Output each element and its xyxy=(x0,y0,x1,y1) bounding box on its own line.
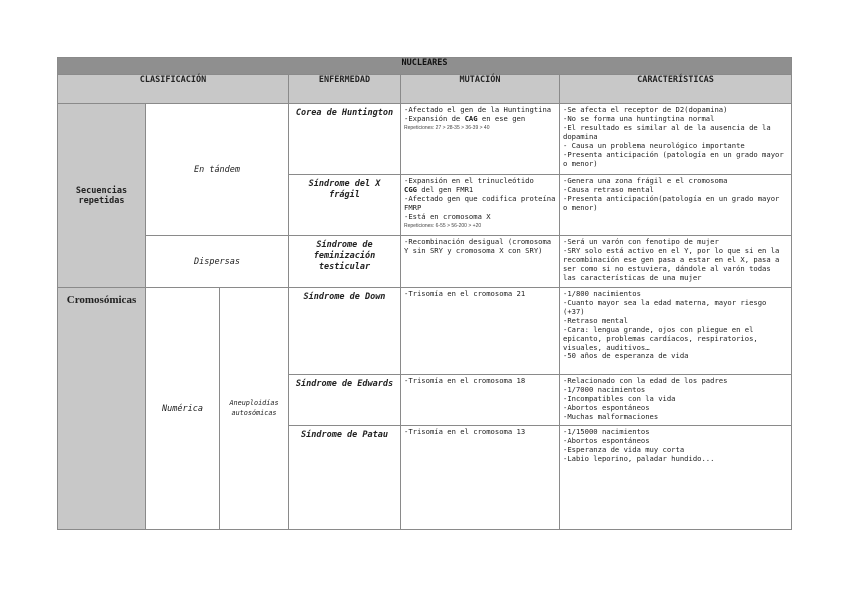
mutation-cell: -Trisomía en el cromosoma 18 xyxy=(401,375,560,426)
disease-name: Síndrome del X frágil xyxy=(289,175,401,236)
features-cell: -Será un varón con fenotipo de mujer -SRY solo está activo en el Y, por lo que si en la recombinación ese gen pasa a estar en el X, pasa a ser como si no estuviera, dándole al varón todas las características de una mujer xyxy=(560,236,792,288)
header-enfermedad: ENFERMEDAD xyxy=(289,75,401,104)
features-cell: -Se afecta el receptor de D2(dopamina) -No se forma una huntingtina normal -El resultado es similar al de la ausencia de la dopamina - Causa un problema neurológico importante -Presenta anticipación (patología en un grado mayor o menor) xyxy=(560,104,792,175)
mutation-cell: -Trisomía en el cromosoma 13 xyxy=(401,426,560,530)
mutation-line: -Expansión de CAG en ese gen xyxy=(404,113,526,123)
disease-name: Corea de Huntington xyxy=(289,104,401,175)
mutation-cell: -Recombinación desigual (cromosoma Y sin SRY y cromosoma X con SRY) xyxy=(401,236,560,288)
disease-name: Síndrome de Patau xyxy=(289,426,401,530)
header-mutacion: MUTACIÓN xyxy=(401,75,560,104)
table-row xyxy=(58,104,792,175)
group-secuencias-repetidas: Secuencias repetidas xyxy=(58,104,146,288)
features-cell: -Relacionado con la edad de los padres -1/7000 nacimientos -Incompatibles con la vida -Abortos espontáneos -Muchas malformaciones xyxy=(560,375,792,426)
repeats-note: Repeticiones: 6-55 > 56-200 > +20 xyxy=(404,222,482,229)
features-cell: -Genera una zona frágil e el cromosoma -Causa retraso mental -Presenta anticipación(patología en un grado mayor o menor) xyxy=(560,175,792,236)
subgroup-en-tandem: En tándem xyxy=(146,104,289,236)
header-clasificacion: CLASIFICACIÓN xyxy=(58,75,289,104)
table-title: NUCLEARES xyxy=(58,58,792,75)
subgroup-aneuploidias: Aneuploidías autosómicas xyxy=(220,288,289,530)
nucleares-table xyxy=(57,57,792,530)
repeats-note: Repeticiones: 27 > 28-35 > 36-39 > 40 xyxy=(404,124,490,131)
disease-name: Síndrome de Down xyxy=(289,288,401,375)
header-caracteristicas: CARACTERÍSTICAS xyxy=(560,75,792,104)
table-row xyxy=(58,236,792,288)
subgroup-numerica: Numérica xyxy=(146,288,220,530)
mutation-line: -Afectado el gen de la Huntingtina xyxy=(404,105,552,114)
mutation-cell xyxy=(401,104,560,175)
features-cell: -1/800 nacimientos -Cuanto mayor sea la edad materna, mayor riesgo (+37) -Retraso mental -Cara: lengua grande, ojos con pliegue en el epicanto, problemas cardíacos, respiratorios, visuales, auditivos… -50 años de esperanza de vida xyxy=(560,288,792,375)
table-row xyxy=(58,288,792,375)
mutation-cell: -Trisomía en el cromosoma 21 xyxy=(401,288,560,375)
disease-name: Síndrome de feminización testicular xyxy=(289,236,401,288)
mutation-cell: -Expansión en el trinucleótido CGG del gen FMR1 -Afectado gen que codifica proteína FMRP -Está en cromosoma X Repeticiones: 6-55 > 56-200 > +20 xyxy=(401,175,560,236)
subgroup-dispersas: Dispersas xyxy=(146,236,289,288)
features-cell: -1/15000 nacimientos -Abortos espontáneos -Esperanza de vida muy corta -Labio leporino, paladar hundido... xyxy=(560,426,792,530)
disease-name: Síndrome de Edwards xyxy=(289,375,401,426)
group-cromosomicas: Cromosómicas xyxy=(58,288,146,530)
